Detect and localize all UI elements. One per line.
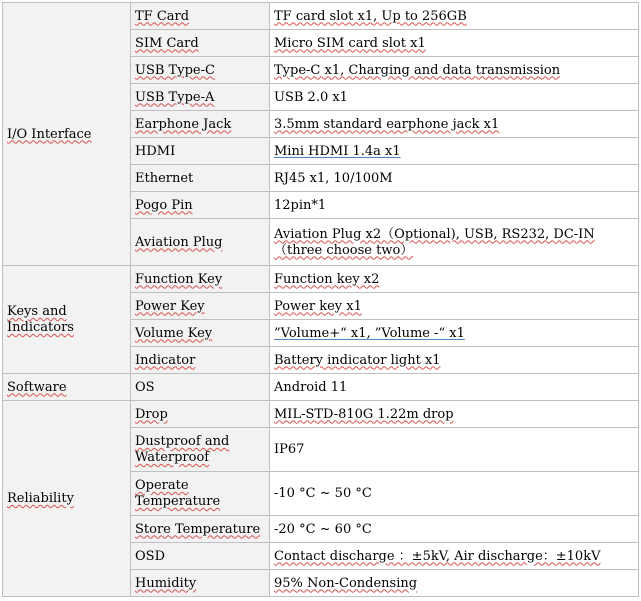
row-key: HDMI	[131, 138, 270, 165]
row-value: 95% Non-Condensing	[270, 570, 639, 597]
category-reliability: Reliability	[3, 401, 131, 597]
row-value: Type-C x1, Charging and data transmission	[270, 57, 639, 84]
row-value: RJ45 x1, 10/100M	[270, 165, 639, 192]
row-key: Function Key	[131, 266, 270, 293]
row-key: Drop	[131, 401, 270, 428]
row-value: USB 2.0 x1	[270, 84, 639, 111]
row-value: Android 11	[270, 374, 639, 401]
category-software: Software	[3, 374, 131, 401]
row-key: Earphone Jack	[131, 111, 270, 138]
row-key: Power Key	[131, 293, 270, 320]
row-key: Aviation Plug	[131, 219, 270, 266]
row-key: TF Card	[131, 3, 270, 30]
row-value: Battery indicator light x1	[270, 347, 639, 374]
row-value: 12pin*1	[270, 192, 639, 219]
row-value: -20 °C ~ 60 °C	[270, 516, 639, 543]
row-key: Store Temperature	[131, 516, 270, 543]
row-key: OS	[131, 374, 270, 401]
row-key: Operate Temperature	[131, 472, 270, 516]
table-row	[3, 401, 639, 428]
row-key: SIM Card	[131, 30, 270, 57]
row-key: USB Type-C	[131, 57, 270, 84]
row-key: Ethernet	[131, 165, 270, 192]
category-io-interface: I/O Interface	[3, 3, 131, 266]
row-value: ”Volume+“ x1, ”Volume -“ x1	[270, 320, 639, 347]
row-key: Dustproof and Waterproof	[131, 428, 270, 472]
row-key: Volume Key	[131, 320, 270, 347]
row-value: Aviation Plug x2（Optional), USB, RS232, DC-IN（three choose two）	[270, 219, 639, 266]
row-value: Contact discharge ：±5kV, Air discharge：±10kV	[270, 543, 639, 570]
row-value: MIL-STD-810G 1.22m drop	[270, 401, 639, 428]
table-row	[3, 266, 639, 293]
row-value: 3.5mm standard earphone jack x1	[270, 111, 639, 138]
row-key: USB Type-A	[131, 84, 270, 111]
row-value: -10 °C ~ 50 °C	[270, 472, 639, 516]
spec-table	[2, 2, 639, 597]
table-row	[3, 374, 639, 401]
row-key: Indicator	[131, 347, 270, 374]
row-value: Mini HDMI 1.4a x1	[270, 138, 639, 165]
row-value: Micro SIM card slot x1	[270, 30, 639, 57]
category-keys-and-indicators: Keys and Indicators	[3, 266, 131, 374]
row-value: TF card slot x1, Up to 256GB	[270, 3, 639, 30]
row-value: Function key x2	[270, 266, 639, 293]
row-key: Pogo Pin	[131, 192, 270, 219]
row-value: Power key x1	[270, 293, 639, 320]
row-value: IP67	[270, 428, 639, 472]
row-key: Humidity	[131, 570, 270, 597]
table-row	[3, 3, 639, 30]
row-key: OSD	[131, 543, 270, 570]
